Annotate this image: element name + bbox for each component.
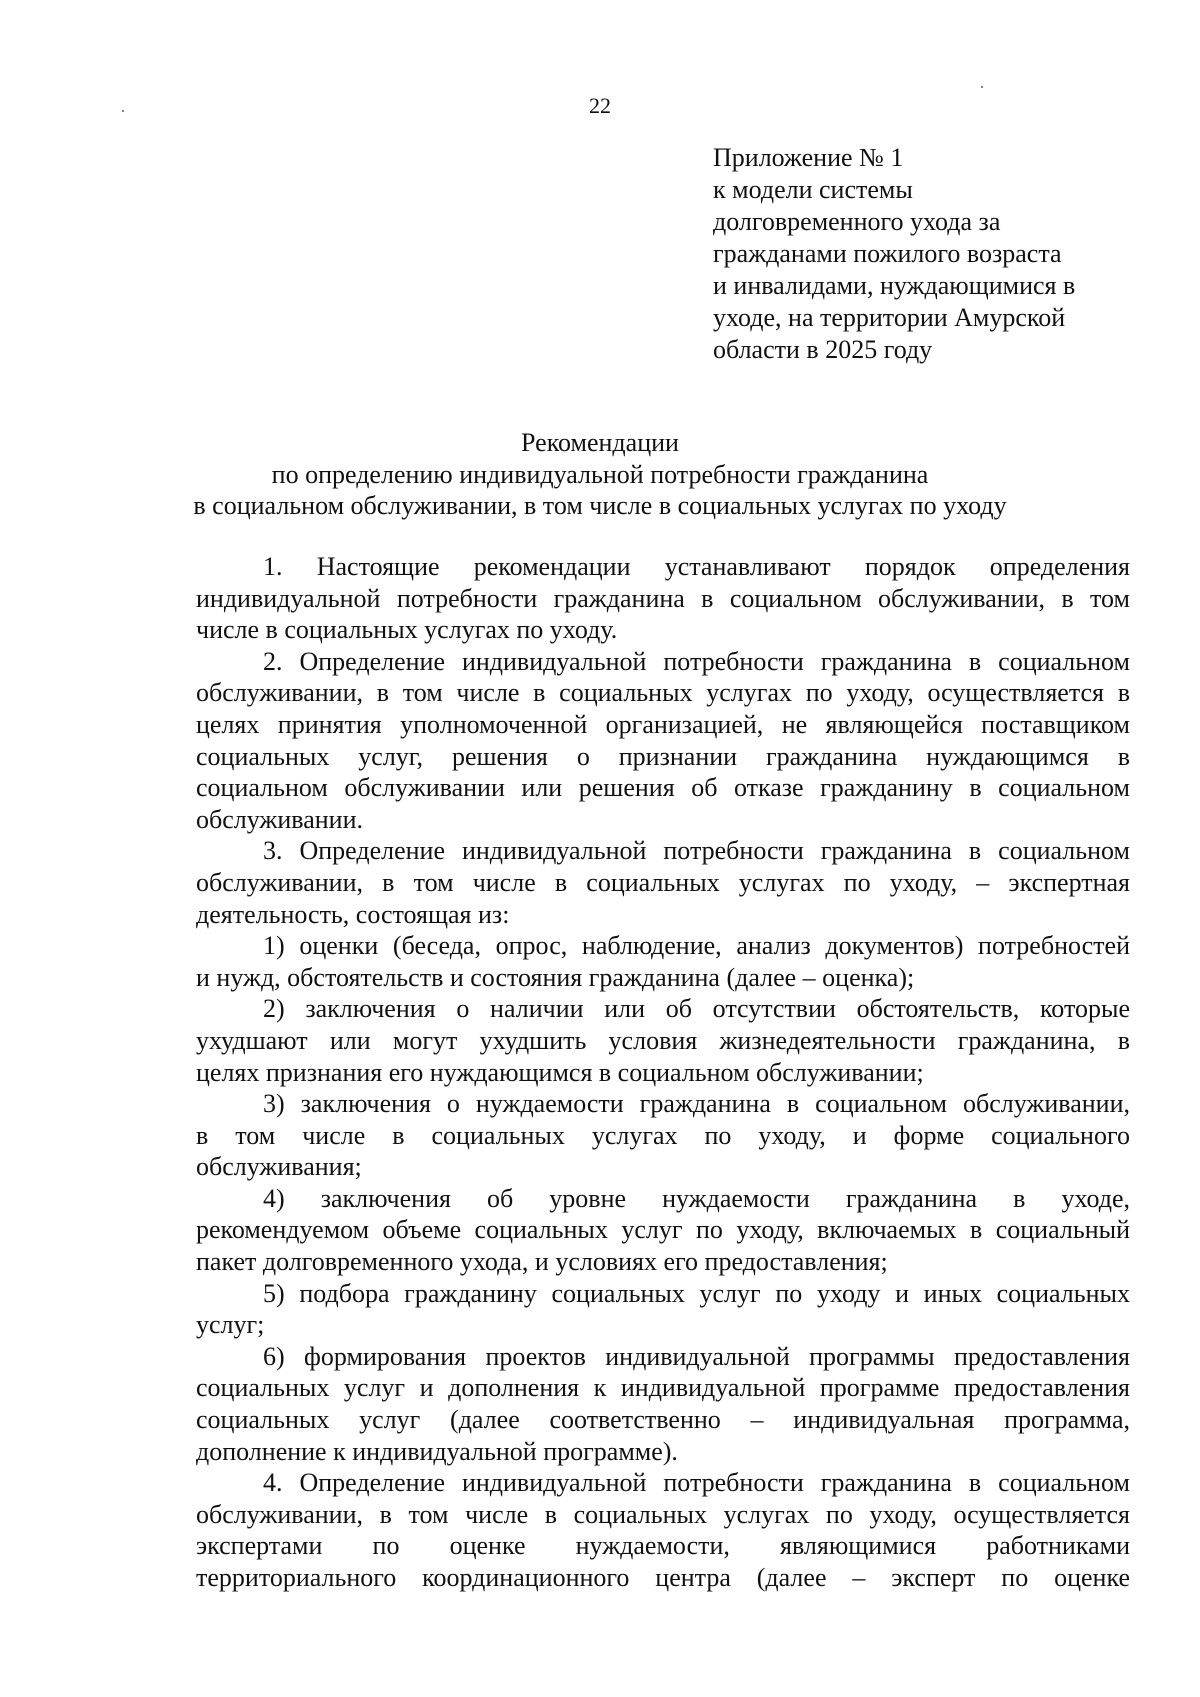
paragraph-2 <box>196 646 1130 836</box>
text-line: территориального координационного центра (далее – эксперт по оценке <box>196 1563 1130 1592</box>
scan-speck <box>981 86 983 88</box>
paragraph-3 <box>196 835 1130 930</box>
appendix-line: к модели системы <box>713 175 913 204</box>
text-line: 6) формирования проектов индивидуальной программы предоставления <box>263 1341 1130 1371</box>
text-line: экспертами по оценке нуждаемости, являющимися работниками <box>196 1531 1130 1561</box>
text-line: 3) заключения о нуждаемости гражданина в социальном обслуживании, <box>263 1089 1130 1119</box>
text-line: 3. Определение индивидуальной потребности гражданина в социальном <box>263 836 1130 866</box>
document-body <box>196 551 1130 1594</box>
text-line: целях признания его нуждающимся в социальном обслуживании; <box>196 1057 924 1087</box>
appendix-line: гражданами пожилого возраста <box>713 239 1062 268</box>
text-line: 4) заключения об уровне нуждаемости гражданина в уходе, <box>263 1183 1130 1213</box>
text-line: социальных услуг (далее соответственно – индивидуальная программа, <box>196 1405 1130 1435</box>
text-line: обслуживании, в том числе в социальных услугах по уходу, осуществляется в <box>196 678 1130 708</box>
text-line: 4. Определение индивидуальной потребности гражданина в социальном <box>263 1468 1130 1498</box>
title-line: по определению индивидуальной потребности гражданина <box>271 459 929 489</box>
appendix-line: и инвалидами, нуждающимися в <box>713 271 1076 300</box>
text-line: целях принятия уполномоченной организацией, не являющейся поставщиком <box>196 709 1130 739</box>
text-line: пакет долговременного ухода, и условиях его предоставления; <box>196 1247 888 1277</box>
text-line: 5) подбора гражданину социальных услуг по уходу и иных социальных <box>263 1278 1130 1308</box>
appendix-block <box>713 142 1133 366</box>
text-line: 1. Настоящие рекомендации устанавливают порядок определения <box>263 552 1130 581</box>
document-title <box>0 427 1200 522</box>
text-line: ухудшают или могут ухудшить условия жизнедеятельности гражданина, в <box>196 1025 1130 1055</box>
appendix-line: долговременного ухода за <box>713 207 1001 236</box>
text-line: в том числе в социальных услугах по уходу, и форме социального <box>196 1120 1130 1150</box>
list-item-2 <box>196 993 1130 1088</box>
appendix-line: уходе, на территории Амурской <box>713 303 1066 332</box>
list-item-5 <box>196 1278 1130 1341</box>
text-line: обслуживании, в том числе в социальных услугах по уходу, – экспертная <box>196 867 1130 897</box>
paragraph-1 <box>196 551 1130 646</box>
text-line: социальных услуг, решения о признании гражданина нуждающимся в <box>196 741 1130 771</box>
appendix-line: области в 2025 году <box>713 335 933 364</box>
text-line: дополнение к индивидуальной программе). <box>196 1436 678 1466</box>
list-item-1 <box>196 930 1130 993</box>
text-line: числе в социальных услугах по уходу. <box>196 615 618 645</box>
text-line: обслуживания; <box>196 1152 362 1182</box>
text-line: деятельность, состоящая из: <box>196 899 510 929</box>
text-line: 2. Определение индивидуальной потребности гражданина в социальном <box>263 646 1130 676</box>
text-line: 2) заключения о наличии или об отсутствии обстоятельств, которые <box>263 994 1130 1024</box>
page-number: 22 <box>589 93 611 118</box>
text-line: индивидуальной потребности гражданина в социальном обслуживании, в том <box>196 583 1130 613</box>
text-line: социальном обслуживании или решения об отказе гражданину в социальном <box>196 773 1130 803</box>
text-line: услуг; <box>196 1310 265 1340</box>
paragraph-4 <box>196 1467 1130 1593</box>
text-line: социальных услуг и дополнения к индивидуальной программе предоставления <box>196 1373 1130 1403</box>
list-item-6 <box>196 1341 1130 1467</box>
text-line: обслуживании. <box>196 804 363 834</box>
title-line: Рекомендации <box>521 428 679 457</box>
title-line: в социальном обслуживании, в том числе в социальных услугах по уходу <box>193 491 1007 520</box>
appendix-line: Приложение № 1 <box>713 143 904 172</box>
text-line: рекомендуемом объеме социальных услуг по уходу, включаемых в социальный <box>196 1215 1130 1245</box>
list-item-4 <box>196 1183 1130 1278</box>
text-line: 1) оценки (беседа, опрос, наблюдение, анализ документов) потребностей <box>263 931 1130 961</box>
text-line: обслуживании, в том числе в социальных услугах по уходу, осуществляется <box>196 1499 1130 1529</box>
text-line: и нужд, обстоятельств и состояния гражданина (далее – оценка); <box>196 962 915 992</box>
list-item-3 <box>196 1088 1130 1183</box>
